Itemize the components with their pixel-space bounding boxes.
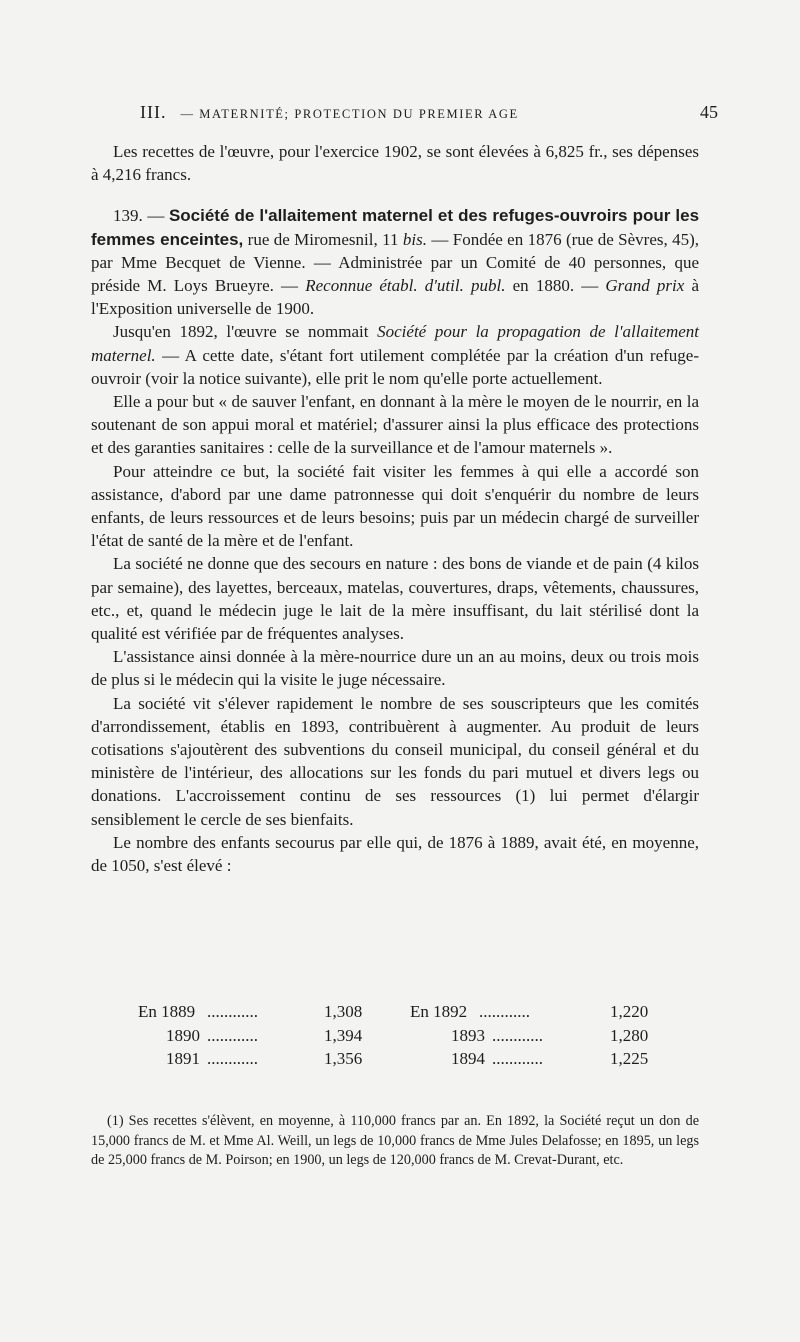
year-label: 1894 (451, 1049, 485, 1068)
running-header (140, 102, 718, 123)
leader-dots: ............ (479, 1002, 530, 1021)
leader-dots: ............ (492, 1049, 543, 1068)
intro-paragraph: Les recettes de l'œuvre, pour l'exercice 1902, se sont élevées à 6,825 fr., ses dépenses à 4,216 francs. (91, 142, 699, 185)
footnote-text: (1) Ses recettes s'élèvent, en moyenne, à 110,000 francs par an. En 1892, la Société reçut un don de 15,000 francs de M. et Mme Al. Weill, un legs de 10,000 francs de Mme Jules Delafosse; en 1895, un legs de 25,000 francs de M. Poirson; en 1900, un legs de 120,000 francs de M. Crevat-Durant, etc. (91, 1113, 699, 1168)
paragraph-method: Pour atteindre ce but, la société fait visiter les femmes à qui elle a accordé son assistance, d'abord par une dame patronnesse qui doit s'enquérir du nombre de leurs enfants, de leurs ressources et de leurs besoins; puis par un médecin chargé de surveiller l'état de santé de la mère et de l'enfant. (91, 461, 699, 551)
entry-title: Société de l'allaitement maternel et des refuges-ouvroirs pour les femmes enceintes, (91, 206, 700, 249)
table-row (91, 1024, 699, 1048)
former-name: Société pour la propagation de l'allaitement maternel. (91, 322, 700, 365)
table-row (91, 1000, 699, 1024)
chapter-number: III. (140, 102, 167, 122)
body-text (91, 140, 699, 877)
count-value: 1,225 (610, 1049, 649, 1068)
paragraph-history-start: Jusqu'en 1892, l'œuvre se nommait (113, 322, 369, 342)
paragraph-growth: La société vit s'élever rapidement le nombre de ses souscripteurs que les comités d'arrondissement, établis en 1893, contribuèrent à augmenter. Au produit de leurs cotisations s'ajoutèrent des subventions du conseil municipal, du conseil général et du ministère de l'intérieur, des allocations sur les fonds du pari mutuel et divers legs ou donations. L'accroissement continu de ses ressources (1) lui permet d'élargir sensiblement le cercle de ses bienfaits. (91, 693, 699, 829)
leader-dots: ............ (207, 1025, 258, 1045)
year-label: 1893 (451, 1025, 485, 1045)
paragraph-history (91, 320, 699, 390)
leader-dots: ............ (207, 1002, 258, 1021)
year-label: 1891 (166, 1049, 200, 1068)
entry-details: — Fondée en 1876 (rue de Sèvres, 45), par Mme Becquet de Vienne. — Administrée par un Comité de 40 personnes, que préside M. Loys Brueyre. — (91, 229, 700, 296)
count-value: 1,394 (324, 1025, 363, 1045)
entry-prize-rest: à l'Exposition universelle de 1900. (91, 276, 700, 319)
entry-recognition: Reconnue établ. d'util. publ. (305, 276, 506, 296)
count-value: 1,280 (610, 1025, 649, 1045)
year-label: 1890 (166, 1025, 200, 1045)
paragraph-duration: L'assistance ainsi donnée à la mère-nourrice dure un an au moins, deux ou trois mois de plus si le médecin qui la visite le juge nécessaire. (91, 647, 699, 690)
entry-number: 139. — (113, 206, 165, 226)
count-value: 1,220 (610, 1002, 649, 1021)
count-value: 1,356 (324, 1049, 363, 1068)
entry-recognition-year: en 1880. — (512, 276, 599, 296)
paragraph-statistics: Le nombre des enfants secourus par elle qui, de 1876 à 1889, avait été, en moyenne, de 1050, s'est élevé : (91, 832, 699, 876)
leader-dots: ............ (207, 1049, 258, 1068)
paragraph-aid: La société ne donne que des secours en nature : des bons de viande et de pain (4 kilos par semaine), des layettes, berceaux, matelas, couvertures, draps, vêtements, chaussures, etc., et, quand le médecin juge le lait de la mère insuffisant, du lait stérilisé dont la qualité est vérifiée par de fréquentes analyses. (91, 554, 699, 644)
leader-dots: ............ (492, 1025, 543, 1045)
paragraph-purpose: Elle a pour but « de sauver l'enfant, en donnant à la mère le moyen de le nourrir, en la soutenant de son appui moral et matériel; d'assurer ainsi la plus efficace des protections et des garanties sanitaires : celle de la surveillance et de l'amour maternels ». (91, 392, 699, 458)
year-label: En 1892 (410, 1002, 468, 1021)
children-assisted-table (91, 1000, 699, 1071)
chapter-title: — MATERNITÉ; PROTECTION DU PREMIER AGE (180, 107, 519, 121)
table-row (91, 1047, 699, 1071)
count-value: 1,308 (324, 1002, 363, 1021)
entry-address-bis: bis. (402, 229, 427, 249)
entry-prize: Grand prix (605, 276, 685, 296)
entry-139 (91, 204, 699, 320)
entry-address: rue de Miromesnil, 11 (247, 229, 399, 249)
page-number: 45 (700, 102, 718, 122)
footnote (91, 1112, 699, 1171)
year-label: En 1889 (138, 1002, 196, 1021)
paragraph-history-end: — A cette date, s'étant fort utilement complétée par la création d'un refuge-ouvroir (voir la notice suivante), elle prit le nom qu'elle porte actuellement. (91, 345, 699, 388)
